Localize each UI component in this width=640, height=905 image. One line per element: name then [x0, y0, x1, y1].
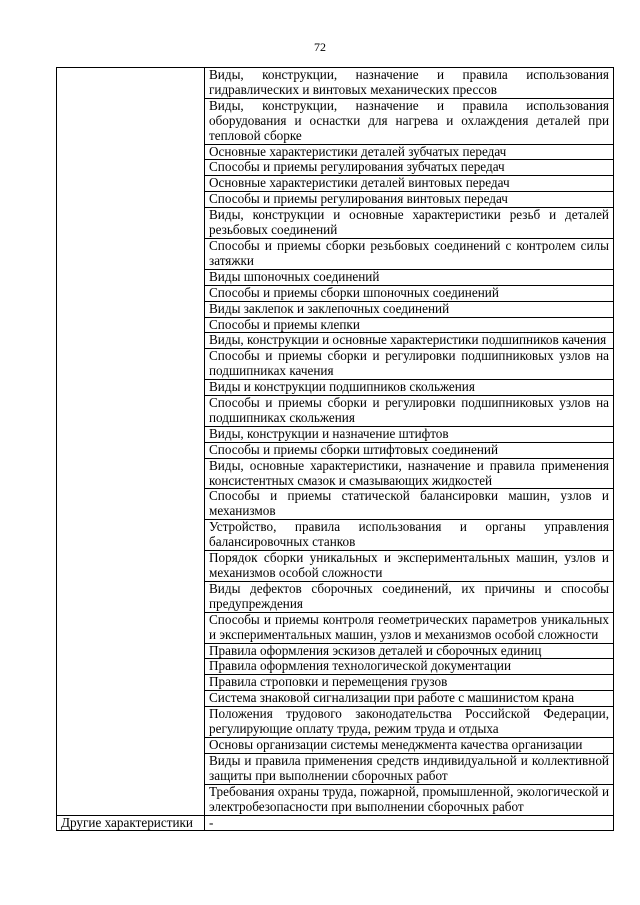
table-cell: Правила оформления технологической документации — [205, 659, 614, 675]
table-cell: Способы и приемы статической балансировки машин, узлов и механизмов — [205, 489, 614, 520]
table-cell: Способы и приемы сборки и регулировки подшипниковых узлов на подшипниках скольжения — [205, 396, 614, 427]
table-cell: Виды, конструкции и основные характеристики резьб и деталей резьбовых соединений — [205, 208, 614, 239]
table-cell: Положения трудового законодательства Российской Федерации, регулирующие оплату труда, режим труда и отдыха — [205, 707, 614, 738]
table-row — [57, 68, 614, 99]
row-label-cell — [57, 68, 205, 816]
table-cell: Виды и конструкции подшипников скольжения — [205, 380, 614, 396]
table-row-other — [57, 815, 614, 831]
table-cell: Виды, конструкции, назначение и правила использования оборудования и оснастки для нагрева и охлаждения деталей при тепловой сборке — [205, 98, 614, 144]
table-cell: Требования охраны труда, пожарной, промышленной, экологической и электробезопасности при выполнении сборочных работ — [205, 784, 614, 815]
page-number: 72 — [314, 40, 326, 54]
table-cell: Виды заклепок и заклепочных соединений — [205, 301, 614, 317]
other-characteristics-value: - — [205, 815, 614, 831]
table-cell: Виды дефектов сборочных соединений, их причины и способы предупреждения — [205, 581, 614, 612]
table-cell: Способы и приемы сборки шпоночных соединений — [205, 285, 614, 301]
table-cell: Устройство, правила использования и органы управления балансировочных станков — [205, 520, 614, 551]
table-cell: Основные характеристики деталей винтовых передач — [205, 176, 614, 192]
table-cell: Способы и приемы контроля геометрических параметров уникальных и экспериментальных машин, узлов и механизмов особой сложности — [205, 612, 614, 643]
table-cell: Виды, конструкции и назначение штифтов — [205, 426, 614, 442]
table-cell: Способы и приемы сборки и регулировки подшипниковых узлов на подшипниках качения — [205, 349, 614, 380]
other-characteristics-label: Другие характеристики — [57, 815, 205, 831]
table-cell: Система знаковой сигнализации при работе с машинистом крана — [205, 691, 614, 707]
requirements-table — [56, 67, 614, 831]
table-cell: Способы и приемы регулирования зубчатых передач — [205, 160, 614, 176]
table-cell: Правила строповки и перемещения грузов — [205, 675, 614, 691]
table-cell: Виды шпоночных соединений — [205, 269, 614, 285]
table-cell: Основы организации системы менеджмента качества организации — [205, 737, 614, 753]
table-cell: Способы и приемы клепки — [205, 317, 614, 333]
table-cell: Основные характеристики деталей зубчатых передач — [205, 144, 614, 160]
table-cell: Виды, конструкции, назначение и правила использования гидравлических и винтовых механических прессов — [205, 68, 614, 99]
table-cell: Виды и правила применения средств индивидуальной и коллективной защиты при выполнении сборочных работ — [205, 753, 614, 784]
table-cell: Виды, основные характеристики, назначение и правила применения консистентных смазок и смазывающих жидкостей — [205, 458, 614, 489]
table-cell: Способы и приемы сборки штифтовых соединений — [205, 442, 614, 458]
table-cell: Правила оформления эскизов деталей и сборочных единиц — [205, 643, 614, 659]
table-cell: Виды, конструкции и основные характеристики подшипников качения — [205, 333, 614, 349]
table-cell: Способы и приемы сборки резьбовых соединений с контролем силы затяжки — [205, 238, 614, 269]
table-cell: Порядок сборки уникальных и экспериментальных машин, узлов и механизмов особой сложности — [205, 551, 614, 582]
table-cell: Способы и приемы регулирования винтовых передач — [205, 192, 614, 208]
